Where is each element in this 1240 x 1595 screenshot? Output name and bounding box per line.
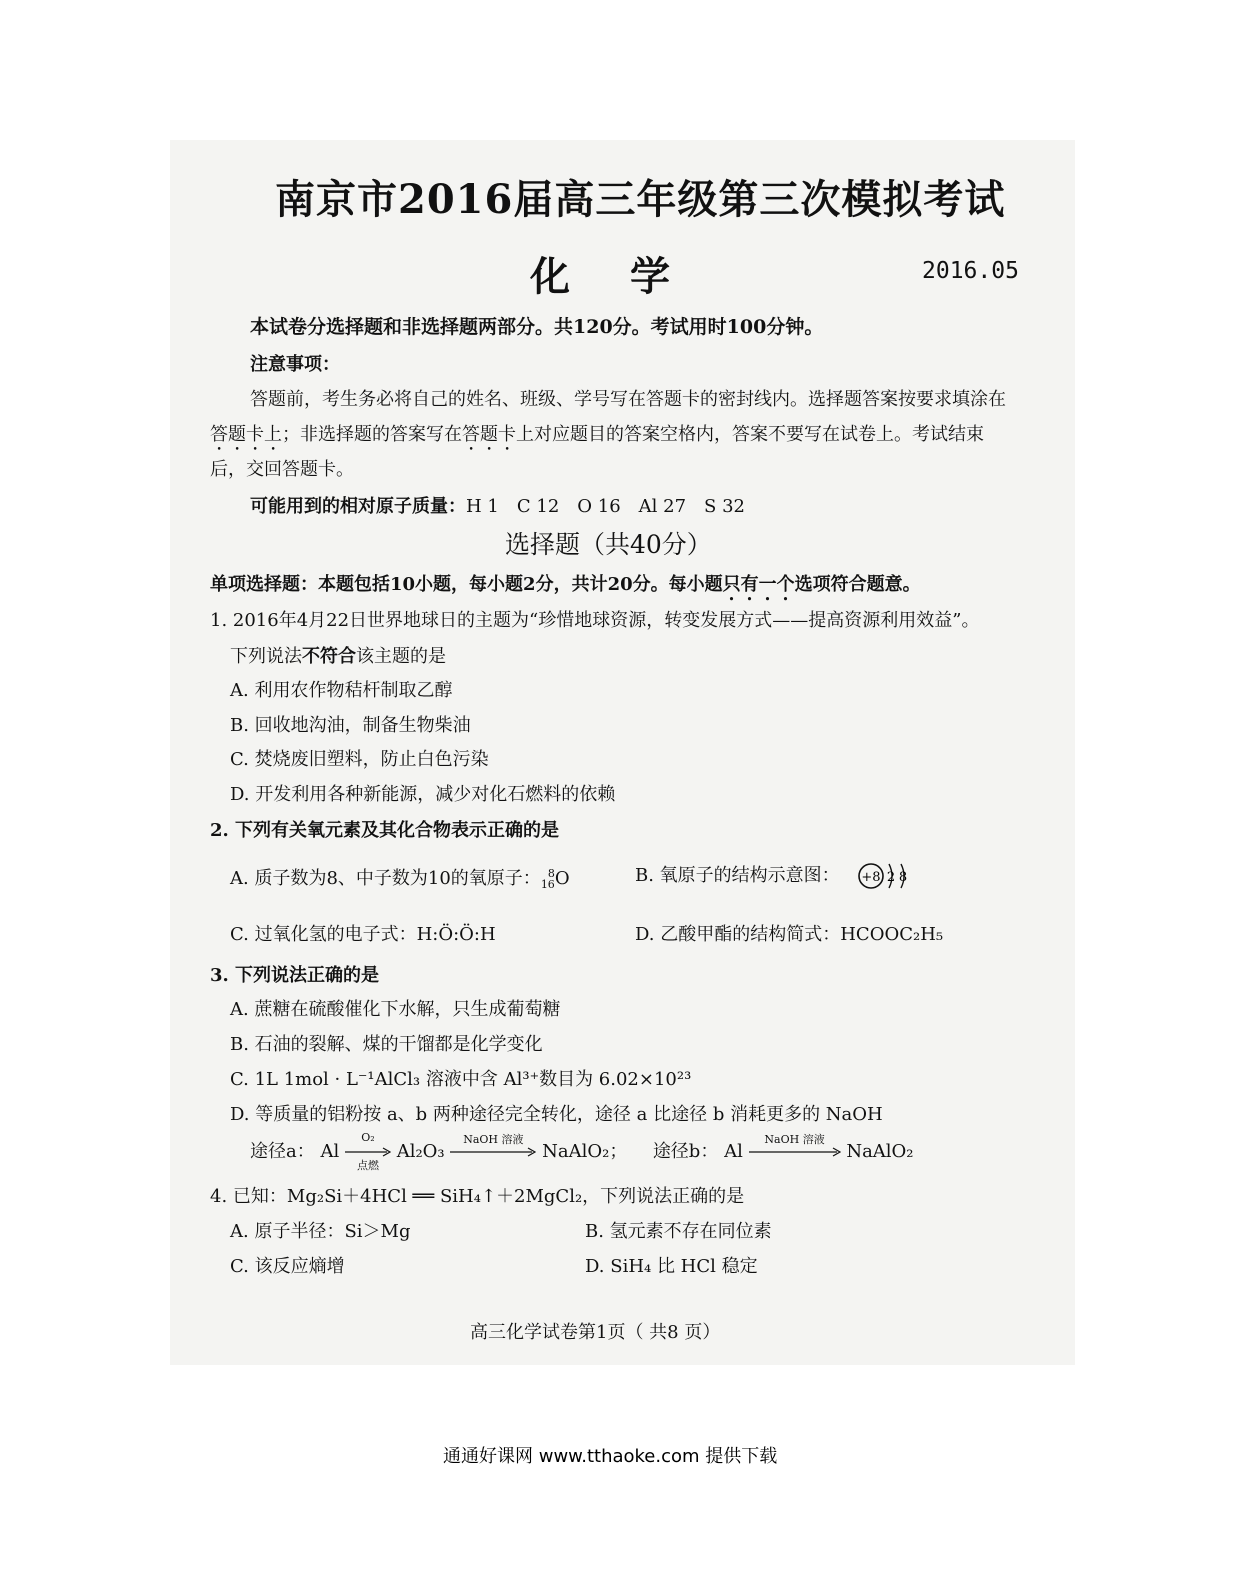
section-heading: 选择题（共40分） [505,530,712,559]
q2-a-isotope-numbers [541,868,555,890]
q2-a-text: A. 质子数为8、中子数为10的氧原子： [230,868,541,889]
route-b-label: 途径b： [652,1141,719,1162]
route-a-mid: Al₂O₃ [396,1141,445,1162]
q4-option-b: B. 氢元素不存在同位素 [585,1221,772,1242]
arrow-2-condition-top: NaOH 溶液 [463,1133,524,1146]
atom-structure-diagram [855,858,917,894]
q1-stem2-a: 下列说法 [230,646,302,667]
q1-stem-2 [230,642,446,668]
q1-stem2-c: 该主题的是 [356,646,446,667]
route-a-start: Al [320,1141,340,1162]
download-source: 通通好课网 www.tthaoke.com 提供下载 [443,1446,778,1467]
notice-emph-2: 答题卡 [462,424,516,445]
q1-option-b: B. 回收地沟油，制备生物柴油 [230,715,471,736]
reaction-arrow-icon [345,1147,391,1157]
notice-line-2 [210,420,984,455]
atom-nucleus-label: +8 [861,870,881,885]
notice-line-3: 后，交回答题卡。 [210,459,354,480]
q2-c-text: C. 过氧化氢的电子式： [230,924,417,945]
atomic-mass-values: H 1 C 12 O 16 Al 27 S 32 [466,496,745,517]
q1-option-c: C. 焚烧废旧塑料，防止白色污染 [230,749,489,770]
route-a-arrow-2 [450,1133,536,1157]
q2-a-symbol: O [554,868,570,889]
instr-part-1: 单项选择题：本题包括10小题，每小题2分，共计20分。每小题 [210,574,723,595]
route-b-end: NaAlO₂ [846,1141,914,1162]
q2-d-text: D. 乙酸甲酯的结构简式： [635,924,841,945]
exam-summary: 本试卷分选择题和非选择题两部分。共120分。考试用时100分钟。 [250,316,824,338]
route-a-arrow-1 [345,1131,391,1172]
q1-option-a: A. 利用农作物秸杆制取乙醇 [230,680,453,701]
arrow-1-condition-bottom: 点燃 [356,1159,379,1172]
notice-emph-1: 答题卡上 [210,424,282,445]
atomic-mass-line [250,492,745,518]
reaction-arrow-icon [749,1147,841,1157]
section-instructions [210,570,921,605]
notice-heading: 注意事项： [250,354,340,375]
exam-date: 2016.05 [922,258,1019,284]
subject-title: 化学 [530,253,730,300]
route-a-label: 途径a： [250,1141,315,1162]
q3-option-a: A. 蔗糖在硫酸催化下水解，只生成葡萄糖 [230,999,561,1020]
q2-option-b [635,858,917,894]
q4-option-c: C. 该反应熵增 [230,1256,345,1277]
q3-option-c: C. 1L 1mol · L⁻¹AlCl₃ 溶液中含 Al³⁺数目为 6.02×10²³ [230,1069,692,1090]
q2-stem: 2. 下列有关氧元素及其化合物表示正确的是 [210,820,560,841]
q2-b-text: B. 氧原子的结构示意图： [635,865,840,886]
arrow-b-condition-top: NaOH 溶液 [764,1133,825,1146]
q1-option-d: D. 开发利用各种新能源，减少对化石燃料的依赖 [230,784,616,805]
q2-a-mass: 8 [547,867,555,880]
notice-text-2: ；非选择题的答案写在 [282,424,462,445]
q2-option-a [230,864,570,890]
route-b-arrow [749,1133,841,1157]
q4-option-d: D. SiH₄ 比 HCl 稳定 [585,1256,758,1277]
q4-stem: 4. 已知：Mg₂Si＋4HCl ══ SiH₄↑＋2MgCl₂，下列说法正确的是 [210,1186,745,1207]
notice-line-1: 答题前，考生务必将自己的姓名、班级、学号写在答题卡的密封线内。选择题答案按要求填涂在 [250,389,1006,410]
arrow-1-condition-top: O₂ [361,1131,375,1144]
instr-emph: 只有一个 [722,574,795,595]
q3-option-b: B. 石油的裂解、煤的干馏都是化学变化 [230,1034,543,1055]
q1-stem: 1. 2016年4月22日世界地球日的主题为“珍惜地球资源，转变发展方式——提高资源利用效益”。 [210,610,980,631]
q2-option-c [230,920,496,946]
notice-text-3: 上对应题目的答案空格内，答案不要写在试卷上。考试结束 [516,424,984,445]
exam-title: 南京市2016届高三年级第三次模拟考试 [275,176,1006,223]
instr-part-2: 选项符合题意。 [794,574,921,595]
page-footer: 高三化学试卷第1页（ 共8 页） [470,1322,721,1343]
q4-option-a: A. 原子半径：Si＞Mg [230,1221,411,1242]
atom-shell-2-label: 8 [899,870,908,885]
q3-option-d: D. 等质量的铝粉按 a、b 两种途径完全转化，途径 a 比途径 b 消耗更多的 NaOH [230,1104,883,1125]
reaction-arrow-icon [450,1147,536,1157]
q2-d-formula: HCOOC₂H₅ [840,924,944,945]
q2-a-atomic: 16 [540,878,555,891]
q1-stem2-b: 不符合 [302,646,356,667]
atomic-mass-label: 可能用到的相对原子质量： [250,496,466,517]
route-a-end: NaAlO₂； [542,1141,628,1162]
atom-shell-1-label: 2 [887,870,896,885]
route-b-start: Al [724,1141,743,1162]
q2-option-d [635,920,943,946]
q3-stem: 3. 下列说法正确的是 [210,965,380,986]
q3-routes [250,1131,914,1172]
q2-c-formula: H:Ö:Ö:H [416,924,496,945]
